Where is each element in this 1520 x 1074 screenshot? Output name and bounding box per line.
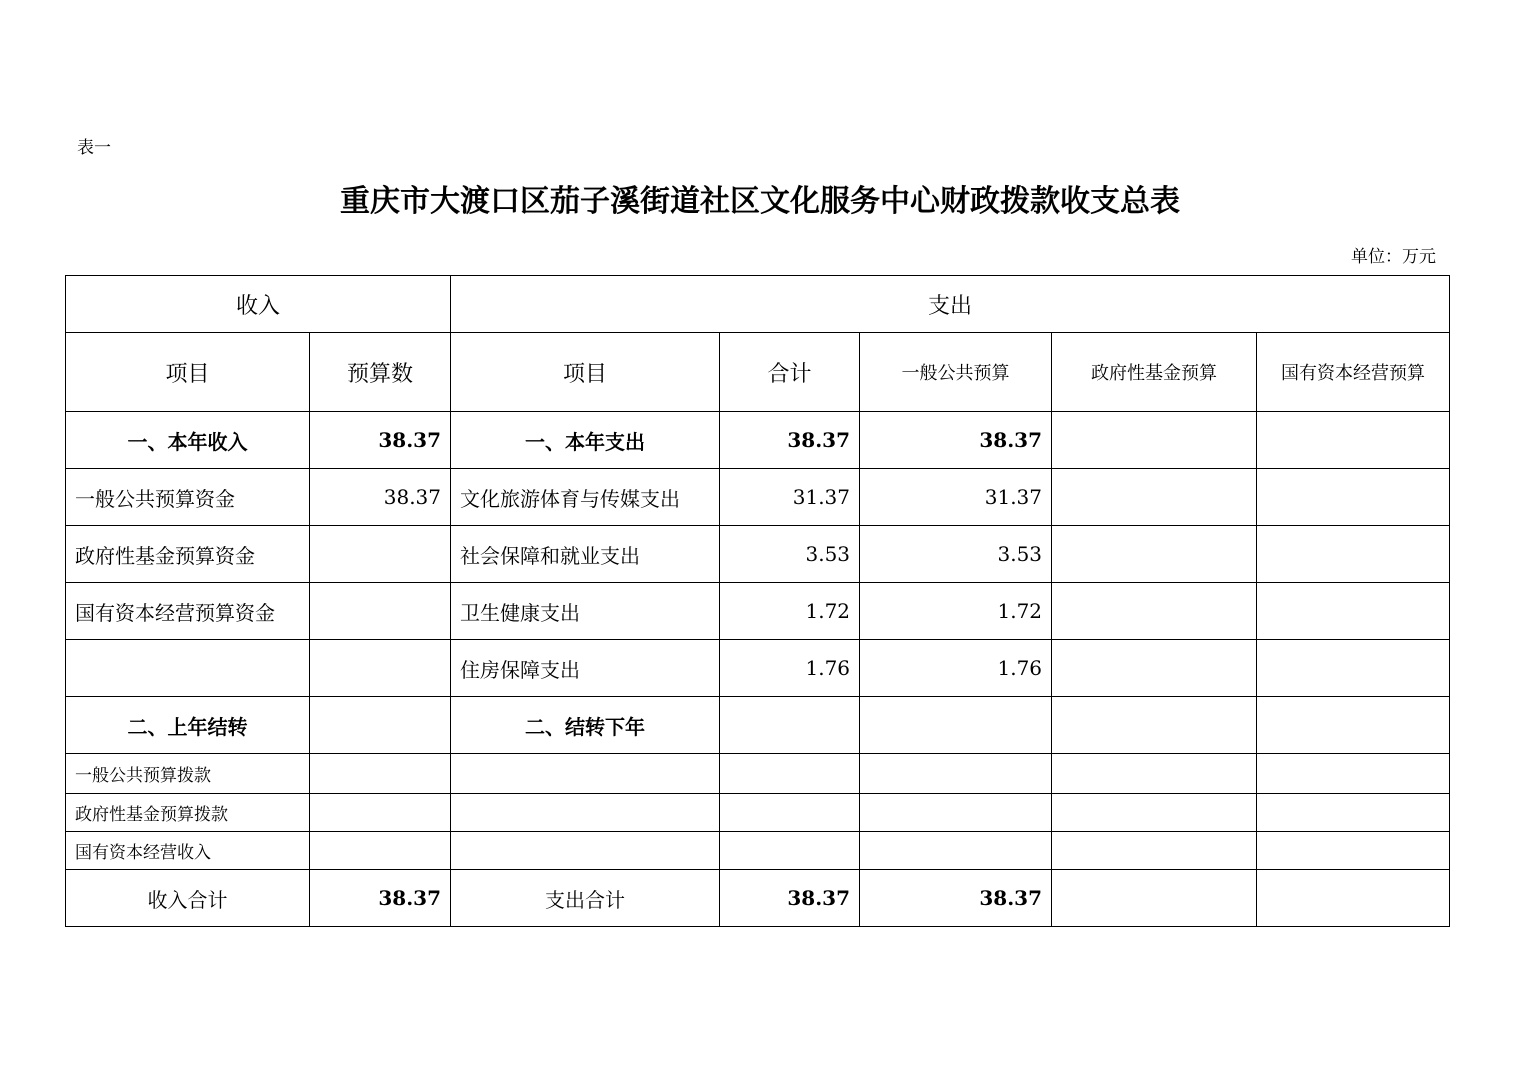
gov-fund-cell	[1052, 697, 1257, 754]
expense-item-cell	[451, 832, 720, 870]
state-capital-cell	[1257, 794, 1450, 832]
general-budget-header: 一般公共预算	[860, 333, 1052, 412]
expense-item-cell: 社会保障和就业支出	[451, 526, 720, 583]
general-budget-cell	[860, 832, 1052, 870]
general-budget-cell: 31.37	[860, 469, 1052, 526]
table-row	[66, 832, 1450, 870]
income-value-cell	[310, 832, 451, 870]
table-row	[66, 754, 1450, 794]
total-cell	[720, 697, 860, 754]
page-title: 重庆市大渡口区茄子溪街道社区文化服务中心财政拨款收支总表	[340, 184, 1180, 219]
state-capital-cell	[1257, 640, 1450, 697]
state-capital-cell	[1257, 697, 1450, 754]
total-header: 合计	[720, 333, 860, 412]
state-capital-cell	[1257, 412, 1450, 469]
state-capital-budget-header: 国有资本经营预算	[1257, 333, 1450, 412]
table-row	[66, 469, 1450, 526]
table-row	[66, 583, 1450, 640]
state-capital-cell	[1257, 526, 1450, 583]
gov-fund-cell	[1052, 469, 1257, 526]
total-cell: 1.72	[720, 583, 860, 640]
income-item-cell: 一般公共预算资金	[66, 469, 310, 526]
total-cell: 1.76	[720, 640, 860, 697]
general-budget-cell	[860, 697, 1052, 754]
income-value-cell	[310, 583, 451, 640]
expense-item-cell	[451, 794, 720, 832]
total-cell: 31.37	[720, 469, 860, 526]
gov-fund-cell	[1052, 832, 1257, 870]
budget-summary-table	[65, 275, 1450, 927]
gov-fund-cell	[1052, 526, 1257, 583]
income-item-cell: 政府性基金预算拨款	[66, 794, 310, 832]
gov-fund-cell	[1052, 754, 1257, 794]
general-budget-cell: 38.37	[860, 412, 1052, 469]
general-budget-cell: 1.72	[860, 583, 1052, 640]
table-row	[66, 412, 1450, 469]
table-row	[66, 697, 1450, 754]
income-item-cell: 二、上年结转	[66, 697, 310, 754]
expense-item-cell: 一、本年支出	[451, 412, 720, 469]
state-capital-cell	[1257, 754, 1450, 794]
total-cell: 38.37	[720, 870, 860, 927]
total-cell	[720, 794, 860, 832]
expense-item-cell: 二、结转下年	[451, 697, 720, 754]
income-value-cell: 38.37	[310, 412, 451, 469]
total-cell	[720, 754, 860, 794]
total-cell: 3.53	[720, 526, 860, 583]
expense-item-cell: 住房保障支出	[451, 640, 720, 697]
income-value-cell	[310, 526, 451, 583]
state-capital-cell	[1257, 469, 1450, 526]
total-cell	[720, 832, 860, 870]
table-row	[66, 526, 1450, 583]
table-row	[66, 794, 1450, 832]
total-cell: 38.37	[720, 412, 860, 469]
expense-item-cell: 卫生健康支出	[451, 583, 720, 640]
gov-fund-cell	[1052, 583, 1257, 640]
general-budget-cell: 1.76	[860, 640, 1052, 697]
income-item-cell: 一、本年收入	[66, 412, 310, 469]
income-value-cell	[310, 794, 451, 832]
income-value-cell	[310, 754, 451, 794]
income-item-cell: 政府性基金预算资金	[66, 526, 310, 583]
table-row	[66, 640, 1450, 697]
general-budget-cell: 38.37	[860, 870, 1052, 927]
general-budget-cell	[860, 794, 1052, 832]
income-header: 收入	[66, 276, 451, 333]
income-item-header: 项目	[66, 333, 310, 412]
gov-fund-cell	[1052, 412, 1257, 469]
expense-item-cell: 文化旅游体育与传媒支出	[451, 469, 720, 526]
table-number-label: 表一	[77, 138, 111, 158]
income-value-cell	[310, 640, 451, 697]
expense-item-cell	[451, 754, 720, 794]
expense-header: 支出	[451, 276, 1450, 333]
table-row	[66, 870, 1450, 927]
unit-label: 单位：万元	[1351, 247, 1436, 267]
state-capital-cell	[1257, 832, 1450, 870]
income-item-cell: 国有资本经营收入	[66, 832, 310, 870]
general-budget-cell	[860, 754, 1052, 794]
income-item-cell: 一般公共预算拨款	[66, 754, 310, 794]
gov-fund-cell	[1052, 794, 1257, 832]
state-capital-cell	[1257, 583, 1450, 640]
expense-item-cell: 支出合计	[451, 870, 720, 927]
income-item-cell: 国有资本经营预算资金	[66, 583, 310, 640]
income-item-cell: 收入合计	[66, 870, 310, 927]
income-value-cell	[310, 697, 451, 754]
state-capital-cell	[1257, 870, 1450, 927]
general-budget-cell: 3.53	[860, 526, 1052, 583]
expense-item-header: 项目	[451, 333, 720, 412]
income-value-cell: 38.37	[310, 469, 451, 526]
gov-fund-cell	[1052, 870, 1257, 927]
gov-fund-budget-header: 政府性基金预算	[1052, 333, 1257, 412]
gov-fund-cell	[1052, 640, 1257, 697]
income-item-cell	[66, 640, 310, 697]
income-value-cell: 38.37	[310, 870, 451, 927]
income-budget-header: 预算数	[310, 333, 451, 412]
